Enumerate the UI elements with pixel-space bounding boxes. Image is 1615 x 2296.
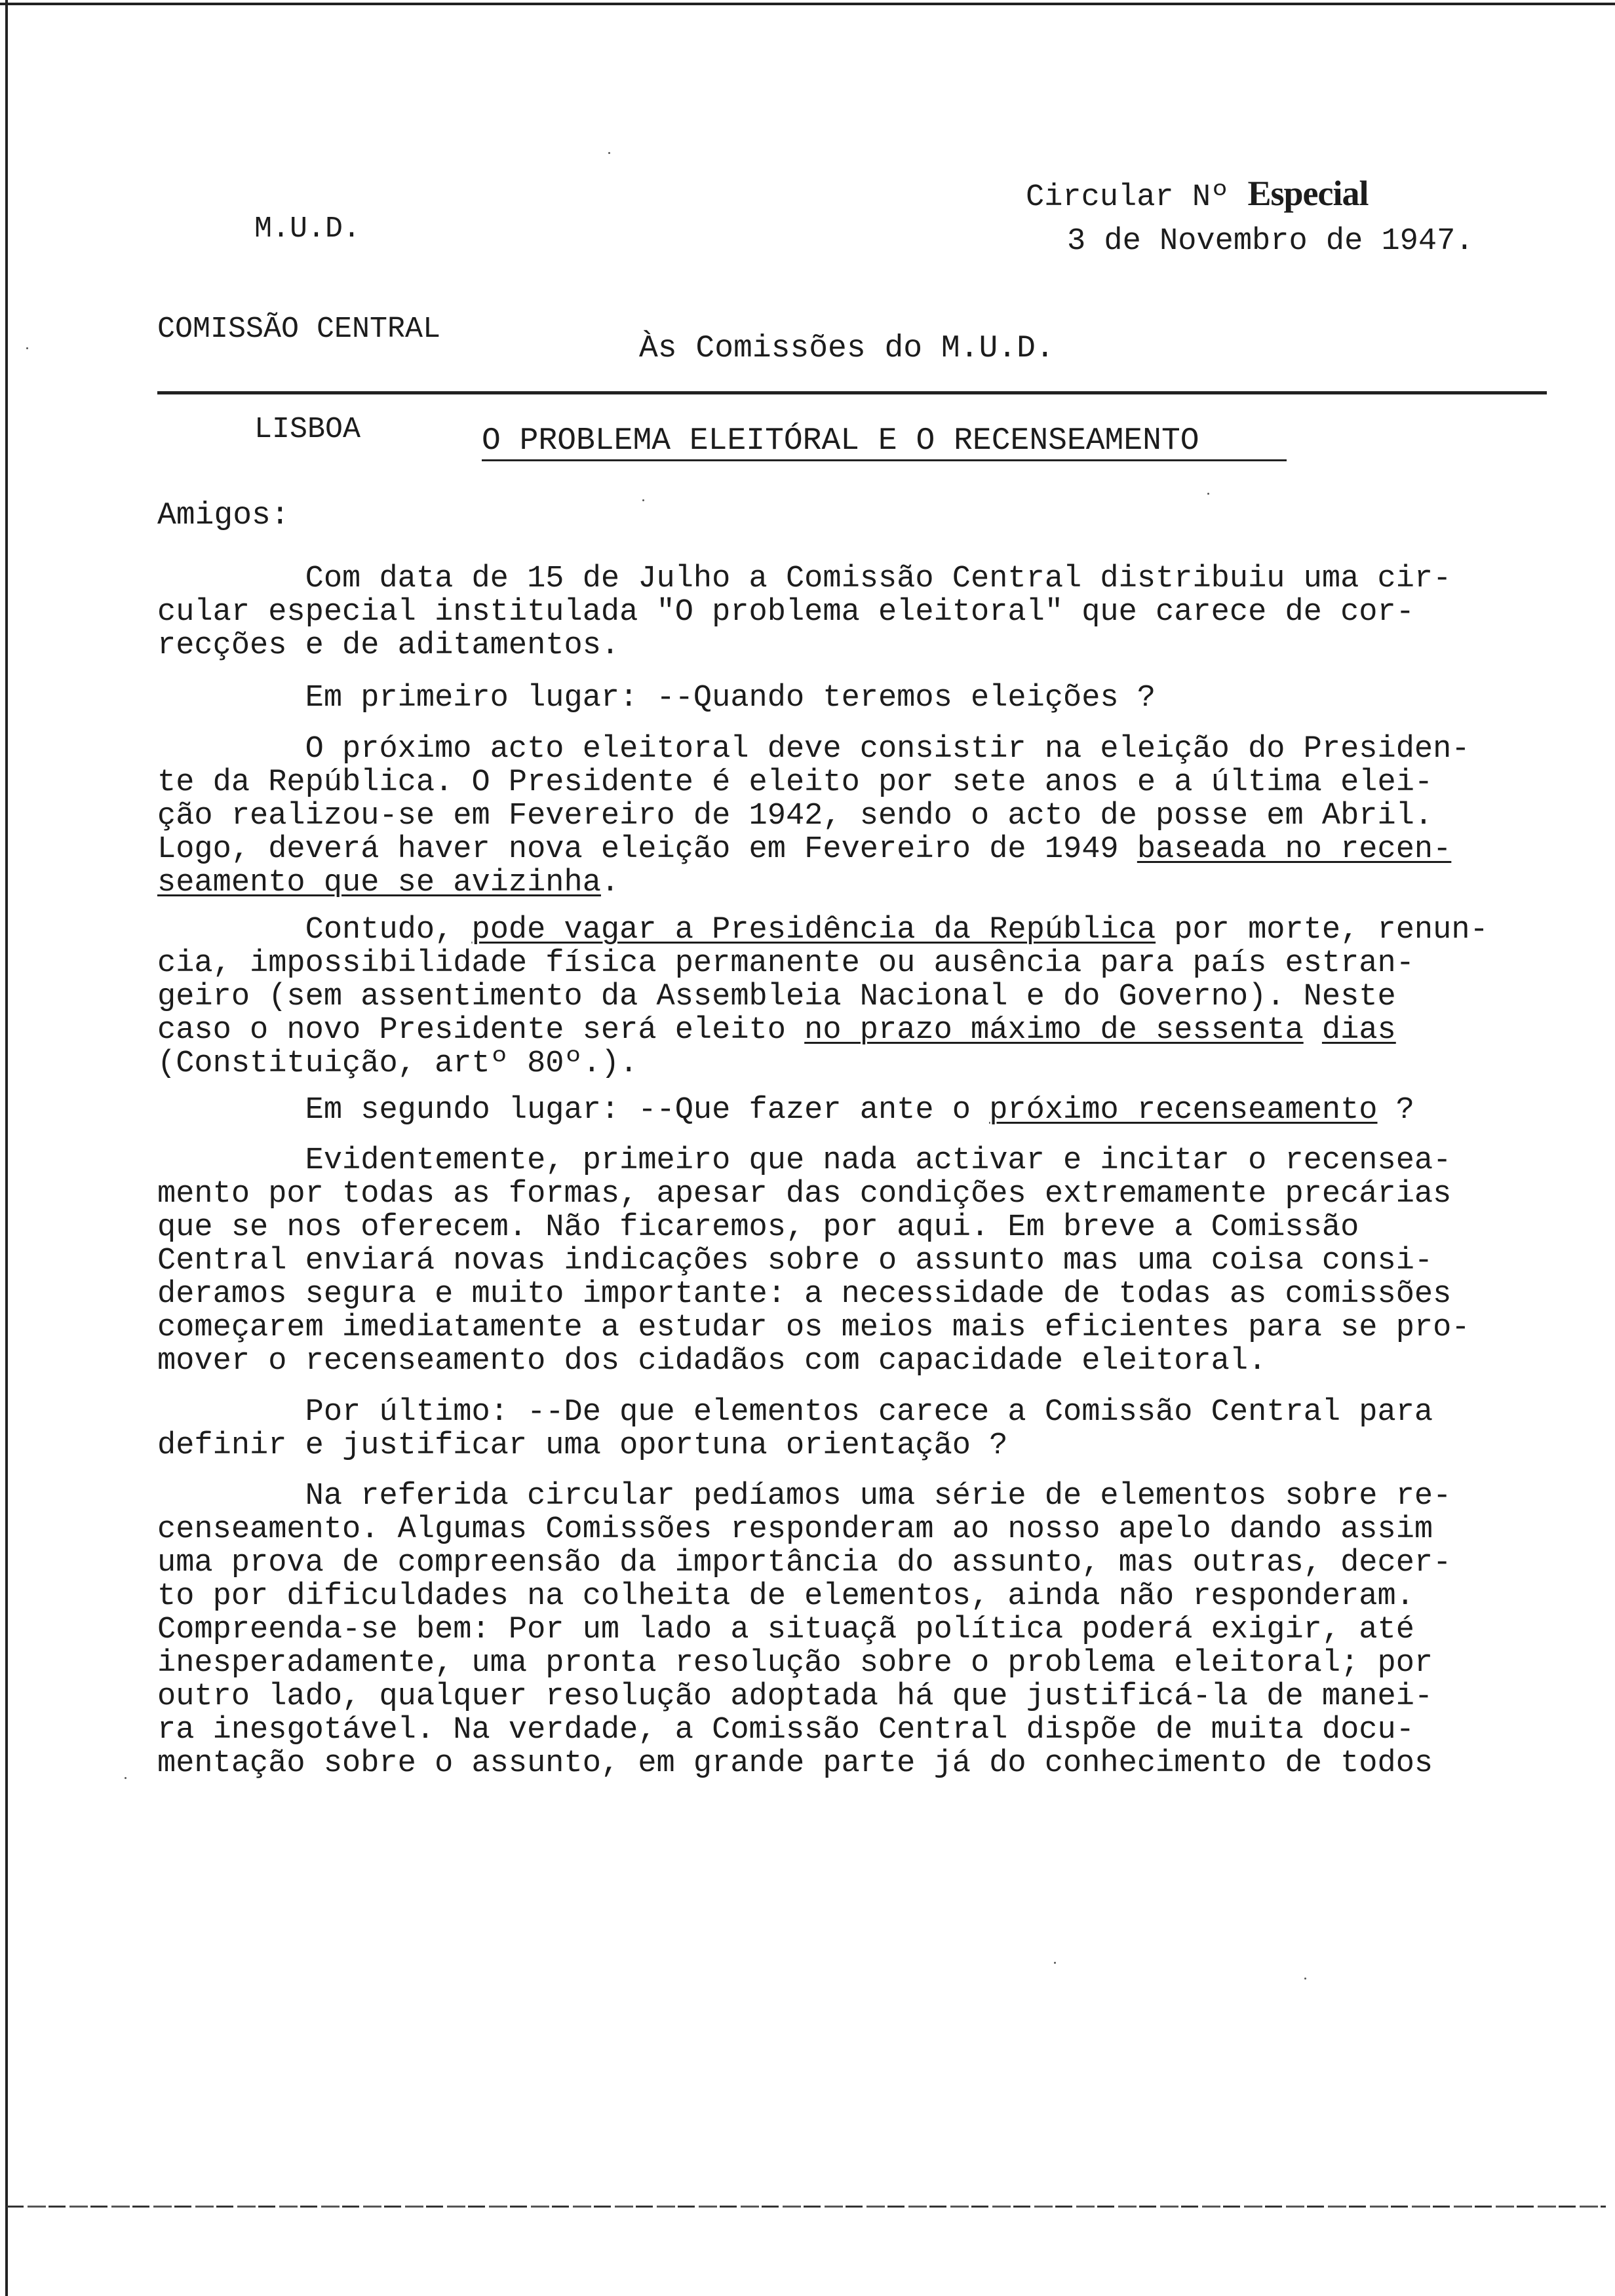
text-line: Por último: --De que elementos carece a Comissão Central para bbox=[157, 1395, 1433, 1430]
text-line: uma prova de compreensão da importância do assunto, mas outras, decer- bbox=[157, 1546, 1452, 1580]
paragraph-3 bbox=[157, 733, 1547, 900]
paragraph-2 bbox=[157, 681, 1547, 715]
organization-header bbox=[157, 145, 440, 513]
scan-speck bbox=[1054, 1962, 1056, 1964]
circular-stamp: Especial bbox=[1247, 174, 1369, 213]
text-line: ra inesgotável. Na verdade, a Comissão Central dispõe de muita docu- bbox=[157, 1713, 1414, 1748]
circular-label: Circular Nº bbox=[1026, 180, 1230, 215]
underlined-phrase: dias bbox=[1321, 1013, 1396, 1048]
org-committee: COMISSÃO CENTRAL bbox=[157, 313, 441, 346]
text-line: recções e de aditamentos. bbox=[157, 628, 620, 663]
text-line: to por dificuldades na colheita de elementos, ainda não responderam. bbox=[157, 1579, 1414, 1614]
text-line: mentação sobre o assunto, em grande parte já do conhecimento de todos bbox=[157, 1746, 1433, 1781]
paragraph-6 bbox=[157, 1144, 1547, 1378]
text-line: Central enviará novas indicações sobre o assunto mas uma coisa consi- bbox=[157, 1244, 1433, 1278]
scan-speck bbox=[26, 347, 28, 349]
scan-speck bbox=[1304, 1978, 1306, 1980]
paragraph-5 bbox=[157, 1094, 1547, 1127]
text-line: Em primeiro lugar: --Quando teremos eleições ? bbox=[157, 681, 1156, 716]
text-line: te da República. O Presidente é eleito por sete anos e a última elei- bbox=[157, 765, 1433, 800]
scan-speck bbox=[642, 499, 644, 501]
document-date: 3 de Novembro de 1947. bbox=[1067, 224, 1474, 259]
page-border-top bbox=[0, 3, 1615, 5]
scan-fold-line bbox=[7, 2206, 1606, 2208]
scan-speck bbox=[608, 152, 610, 154]
org-city: LISBOA bbox=[254, 413, 361, 446]
scan-speck bbox=[1207, 493, 1209, 495]
paragraph-7 bbox=[157, 1396, 1547, 1463]
title-underline bbox=[482, 459, 1287, 461]
text-line: geiro (sem assentimento da Assembleia Nacional e do Governo). Neste bbox=[157, 980, 1396, 1014]
text-line: O próximo acto eleitoral deve consistir na eleição do Presiden- bbox=[157, 732, 1470, 767]
header-divider bbox=[157, 391, 1547, 394]
page-border-left bbox=[5, 0, 8, 2296]
circular-number bbox=[1026, 174, 1369, 215]
org-acronym: M.U.D. bbox=[254, 212, 361, 246]
document-title: O PROBLEMA ELEITÓRAL E O RECENSEAMENTO bbox=[482, 423, 1199, 459]
scan-speck bbox=[125, 1777, 126, 1779]
text-line: (Constituição, artº 80º.). bbox=[157, 1046, 638, 1081]
text-line: Compreenda-se bem: Por um lado a situaçã política poderá exigir, até bbox=[157, 1613, 1414, 1647]
paragraph-4 bbox=[157, 913, 1547, 1081]
underlined-phrase: no prazo máximo de sessenta bbox=[804, 1013, 1304, 1048]
text-line: Em segundo lugar: --Que fazer ante o próximo recenseamento ? bbox=[157, 1093, 1414, 1128]
addressee: Às Comissões do M.U.D. bbox=[639, 331, 1055, 366]
text-line: ção realizou-se em Fevereiro de 1942, sendo o acto de posse em Abril. bbox=[157, 799, 1433, 833]
underlined-phrase: seamento que se avizinha bbox=[157, 866, 601, 900]
text-line: outro lado, qualquer resolução adoptada há que justificá-la de manei- bbox=[157, 1679, 1433, 1714]
text-line: caso o novo Presidente será eleito no prazo máximo de sessenta dias bbox=[157, 1013, 1396, 1048]
text-line: deramos segura e muito importante: a necessidade de todas as comissões bbox=[157, 1277, 1452, 1312]
text-line: inesperadamente, uma pronta resolução sobre o problema eleitoral; por bbox=[157, 1646, 1433, 1681]
text-line: Com data de 15 de Julho a Comissão Central distribuiu uma cir- bbox=[157, 562, 1452, 596]
text-line: Contudo, pode vagar a Presidência da República por morte, renun- bbox=[157, 913, 1489, 947]
text-line: Logo, deverá haver nova eleição em Fevereiro de 1949 baseada no recen- bbox=[157, 832, 1452, 867]
text-line: censeamento. Algumas Comissões responderam ao nosso apelo dando assim bbox=[157, 1512, 1433, 1547]
underlined-phrase: próximo recenseamento bbox=[989, 1093, 1378, 1128]
text-line: Evidentemente, primeiro que nada activar e incitar o recensea- bbox=[157, 1143, 1452, 1178]
underlined-phrase: pode vagar a Presidência da República bbox=[471, 913, 1156, 947]
text-line: cular especial institulada "O problema eleitoral" que carece de cor- bbox=[157, 595, 1414, 630]
paragraph-8 bbox=[157, 1480, 1547, 1780]
text-line: cia, impossibilidade física permanente ou ausência para país estran- bbox=[157, 946, 1414, 981]
text-line: definir e justificar uma oportuna orientação ? bbox=[157, 1428, 1008, 1463]
text-line: mento por todas as formas, apesar das condições extremamente precárias bbox=[157, 1177, 1452, 1212]
underlined-phrase: baseada no recen- bbox=[1137, 832, 1452, 867]
salutation: Amigos: bbox=[157, 498, 290, 533]
text-line: Na referida circular pedíamos uma série de elementos sobre re- bbox=[157, 1479, 1452, 1514]
text-line: começarem imediatamente a estudar os meios mais eficientes para se pro- bbox=[157, 1311, 1470, 1345]
text-line: seamento que se avizinha. bbox=[157, 866, 620, 900]
text-line: mover o recenseamento dos cidadãos com capacidade eleitoral. bbox=[157, 1344, 1267, 1379]
text-line: que se nos oferecem. Não ficaremos, por aqui. Em breve a Comissão bbox=[157, 1210, 1359, 1245]
paragraph-1 bbox=[157, 562, 1547, 662]
